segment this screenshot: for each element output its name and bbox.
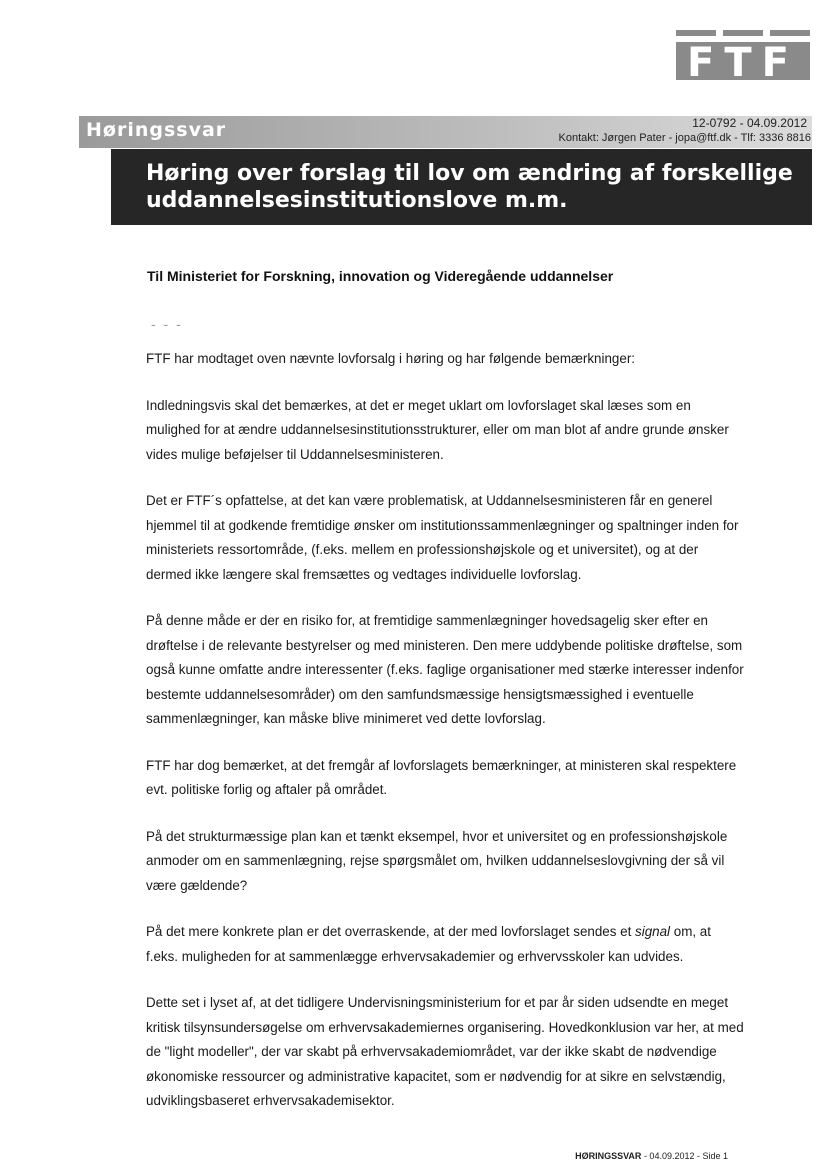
- body-text: [146, 347, 746, 1136]
- separator: - - -: [151, 316, 183, 332]
- ftf-logo: [676, 30, 810, 80]
- logo-text: FTF: [687, 40, 799, 80]
- document-type-label: Høringssvar: [86, 119, 227, 141]
- document-title: Høring over forslag til lov om ændring af forskellige uddannelsesinstitutionslove m.m.: [146, 161, 793, 213]
- page-footer: [575, 1151, 728, 1161]
- paragraph: Indledningsvis skal det bemærkes, at det er meget uklart om lovforslaget skal læses som en mulighed for at ændre uddannelsesinstitutionsstrukturer, eller om man blot af andre grunde ønsker vides mulige beføjelser til Uddannelsesministeren.: [146, 397, 729, 462]
- paragraph: Det er FTF´s opfattelse, at det kan være problematisk, at Uddannelsesministeren får en generel hjemmel til at godkende fremtidige ønsker om institutionssammenlægninger og spaltninger inden for ministeriets ressortområde, (f.eks. mellem en professionshøjskole og et universitet), og at der dermed ikke længere skal fremsættes og vedtages individuelle lovforslag.: [146, 493, 739, 582]
- paragraph: FTF har modtaget oven nævnte lovforsalg i høring og har følgende bemærkninger:: [146, 351, 636, 366]
- paragraph-text: om, at f.eks. muligheden for at sammenlægge erhvervsakademier og erhvervsskoler kan udvides.: [146, 924, 711, 964]
- footer-info: - 04.09.2012 - Side 1: [641, 1151, 728, 1161]
- footer-label: HØRINGSSVAR: [575, 1151, 642, 1161]
- recipient-heading: Til Ministeriet for Forskning, innovation og Videregående uddannelser: [147, 268, 614, 284]
- paragraph: FTF har dog bemærket, at det fremgår af lovforslagets bemærkninger, at ministeren skal respektere evt. politiske forlig og aftaler på området.: [146, 757, 737, 797]
- paragraph: Dette set i lyset af, at det tidligere Undervisningsministerium for et par år siden udsendte en meget kritisk tilsynsundersøgelse om erhvervsakademiernes organisering. Hovedkonklusion var her, at med de "light modeller", der var skabt på erhvervsakademiområdet, var der ikke skabt de nødvendige økonomiske ressourcer og administrative kapacitet, som er nødvendig for at sikre en selvstændig, udviklingsbaseret erhvervsakademisektor.: [146, 995, 744, 1108]
- paragraph: På det strukturmæssige plan kan et tænkt eksempel, hvor et universitet og en professionshøjskole anmoder om en sammenlægning, rejse spørgsmålet om, hvilken uddannelseslovgivning der så vil være gældende?: [146, 828, 728, 893]
- paragraph-text: På det mere konkrete plan er det overraskende, at der med lovforslaget sendes et: [146, 924, 636, 939]
- reference-number: 12-0792 - 04.09.2012: [692, 116, 807, 130]
- paragraph: [146, 920, 746, 969]
- emphasis-text: signal: [635, 924, 671, 939]
- contact-line: Kontakt: Jørgen Pater - jopa@ftf.dk - Tlf: 3336 8816: [558, 132, 811, 144]
- paragraph: På denne måde er der en risiko for, at fremtidige sammenlægninger hovedsagelig sker efter en drøftelse i de relevante bestyrelser og med ministeren. Den mere uddybende politiske drøftelse, som også kunne omfatte andre interessenter (f.eks. faglige organisationer med stærke interesser indenfor bestemte uddannelsesområder) om den samfundsmæssige hensigtsmæssighed i eventuelle sammenlægninger, kan måske blive minimeret ved dette lovforslag.: [146, 613, 744, 726]
